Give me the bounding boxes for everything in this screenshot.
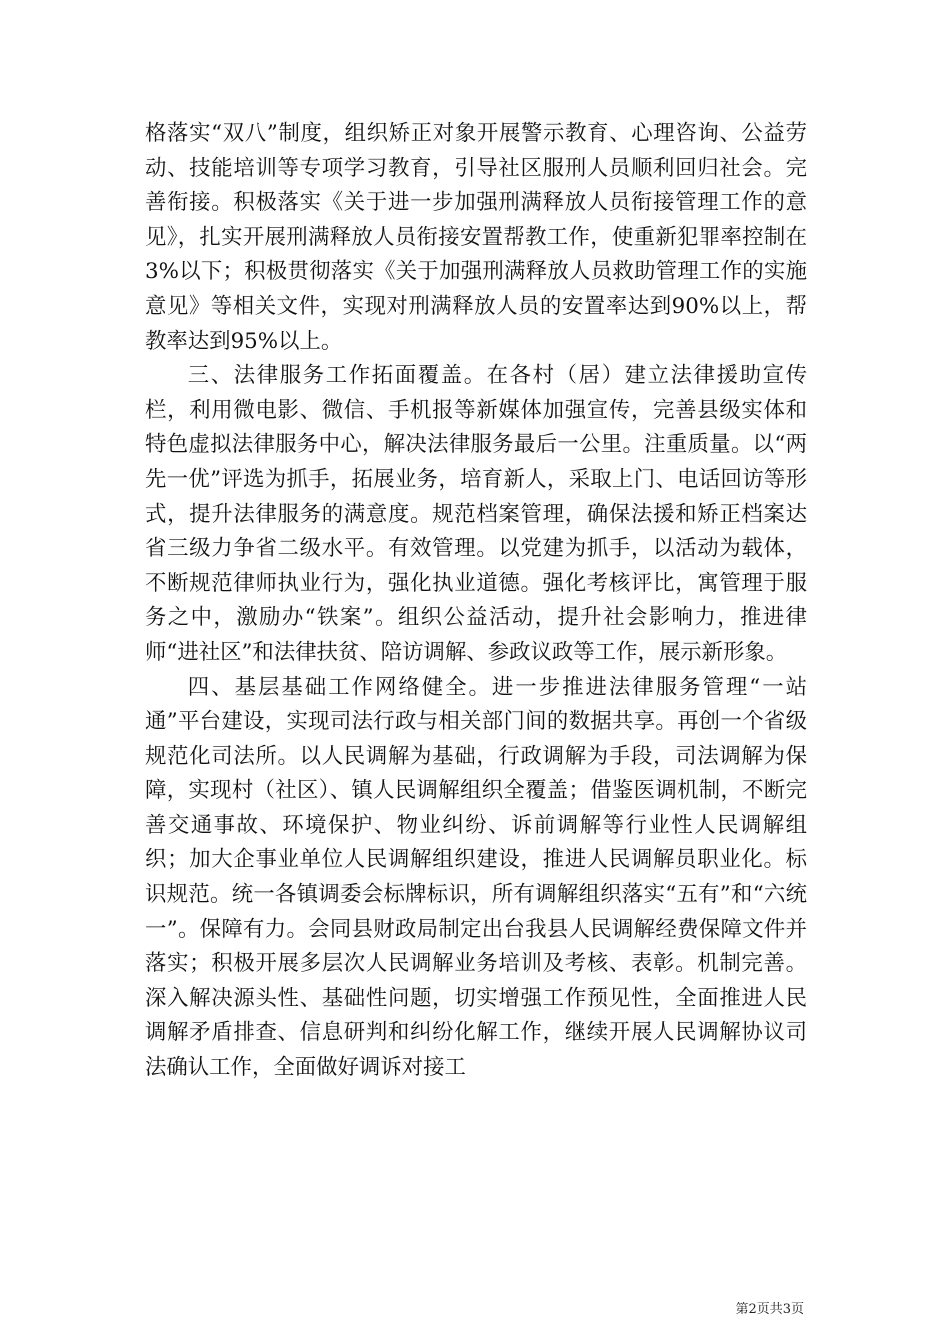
paragraph-section-four: 四、基层基础工作网络健全。进一步推进法律服务管理“一站通”平台建设，实现司法行政与相关部门间的数据共享。再创一个省级规范化司法所。以人民调解为基础，行政调解为手段，司法调解为保障，实现村（社区）、镇人民调解组织全覆盖；借鉴医调机制，不断完善交通事故、环境保护、物业纠纷、诉前调解等行业性人民调解组织；加大企事业单位人民调解组织建设，推进人民调解员职业化。标识规范。统一各镇调委会标牌标识，所有调解组织落实“五有”和“六统一”。保障有力。会同县财政局制定出台我县人民调解经费保障文件并落实；积极开展多层次人民调解业务培训及考核、表彰。机制完善。深入解决源头性、基础性问题，切实增强工作预见性，全面推进人民调解矛盾排查、信息研判和纠纷化解工作，继续开展人民调解协议司法确认工作，全面做好调诉对接工 xyxy=(145,674,807,1081)
page-number-footer: 第2页共3页 xyxy=(735,1302,804,1317)
paragraph-continuation: 格落实“双八”制度，组织矫正对象开展警示教育、心理咨询、公益劳动、技能培训等专项学习教育，引导社区服刑人员顺利回归社会。完善衔接。积极落实《关于进一步加强刑满释放人员衔接管理工作的意见》，扎实开展刑满释放人员衔接安置帮教工作，使重新犯罪率控制在3%以下；积极贯彻落实《关于加强刑满释放人员救助管理工作的实施意见》等相关文件，实现对刑满释放人员的安置率达到90%以上，帮教率达到95%以上。 xyxy=(145,121,807,354)
document-body xyxy=(145,117,807,1086)
paragraph-section-three: 三、法律服务工作拓面覆盖。在各村（居）建立法律援助宣传栏，利用微电影、微信、手机报等新媒体加强宣传，完善县级实体和特色虚拟法律服务中心，解决法律服务最后一公里。注重质量。以“两先一优”评选为抓手，拓展业务，培育新人，采取上门、电话回访等形式，提升法律服务的满意度。规范档案管理，确保法援和矫正档案达省三级力争省二级水平。有效管理。以党建为抓手，以活动为载体，不断规范律师执业行为，强化执业道德。强化考核评比，寓管理于服务之中，激励办“铁案”。组织公益活动，提升社会影响力，推进律师“进社区”和法律扶贫、陪访调解、参政议政等工作，展示新形象。 xyxy=(145,363,807,665)
